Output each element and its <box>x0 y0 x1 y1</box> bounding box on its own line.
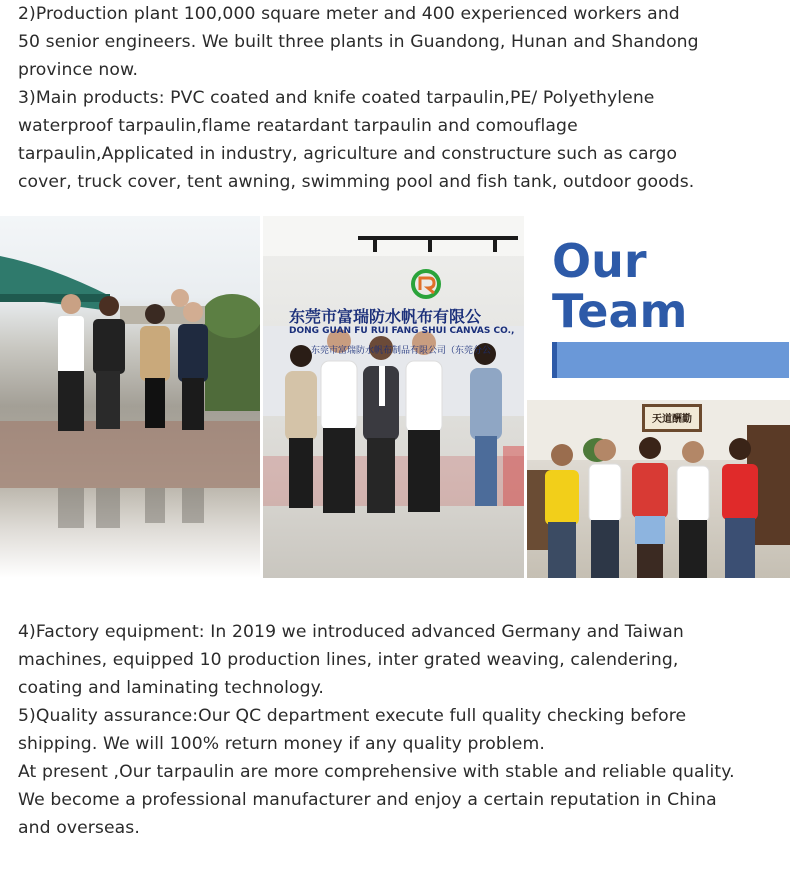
intro-line: province now. <box>18 60 139 80</box>
outdoor-team-photo-drawing <box>0 216 260 488</box>
office-team-photo-drawing <box>263 216 524 578</box>
intro-line: 50 senior engineers. We built three plants in Guandong, Hunan and Shandong <box>18 32 699 52</box>
meeting-room-plaque: 天道酬勤 <box>652 414 692 425</box>
intro-line: 2)Production plant 100,000 square meter and 400 experienced workers and <box>18 4 680 24</box>
office-sign-chinese: 东莞市富瑞防水帆布有限公 <box>289 307 482 326</box>
office-sign-english: DONG GUAN FU RUI FANG SHUI CANVAS CO., <box>289 326 515 336</box>
our-team-heading-word1: Our <box>552 234 647 288</box>
outro-line: 5)Quality assurance:Our QC department execute full quality checking before <box>18 706 687 726</box>
outro-line: and overseas. <box>18 818 140 838</box>
meeting-room-team-photo <box>527 400 790 578</box>
intro-paragraph <box>18 0 778 196</box>
reflection-drawing <box>0 488 260 578</box>
outdoor-photo-reflection <box>0 488 260 578</box>
intro-line: waterproof tarpaulin,flame reatardant tarpaulin and comouflage <box>18 116 578 136</box>
meeting-room-photo-drawing <box>527 400 790 578</box>
outdoor-team-photo <box>0 216 260 488</box>
intro-line: cover, truck cover, tent awning, swimming pool and fish tank, outdoor goods. <box>18 172 695 192</box>
office-team-photo <box>263 216 524 578</box>
intro-line: tarpaulin,Applicated in industry, agriculture and constructure such as cargo <box>18 144 678 164</box>
intro-line: 3)Main products: PVC coated and knife coated tarpaulin,PE/ Polyethylene <box>18 88 655 108</box>
outro-line: We become a professional manufacturer and enjoy a certain reputation in China <box>18 790 717 810</box>
outro-line: machines, equipped 10 production lines, inter grated weaving, calendering, <box>18 650 679 670</box>
our-team-heading-word2: Team <box>552 284 688 338</box>
office-sign-subtitle: 东莞市富瑞防水帆布制品有限公司（东莞分公 <box>311 346 492 356</box>
outro-line: shipping. We will 100% return money if any quality problem. <box>18 734 545 754</box>
outro-paragraph <box>18 618 778 842</box>
team-accent-bar <box>552 342 789 378</box>
outro-line: 4)Factory equipment: In 2019 we introduced advanced Germany and Taiwan <box>18 622 684 642</box>
outro-line: At present ,Our tarpaulin are more comprehensive with stable and reliable quality. <box>18 762 735 782</box>
team-accent-bar-tick <box>552 342 557 378</box>
outro-line: coating and laminating technology. <box>18 678 324 698</box>
